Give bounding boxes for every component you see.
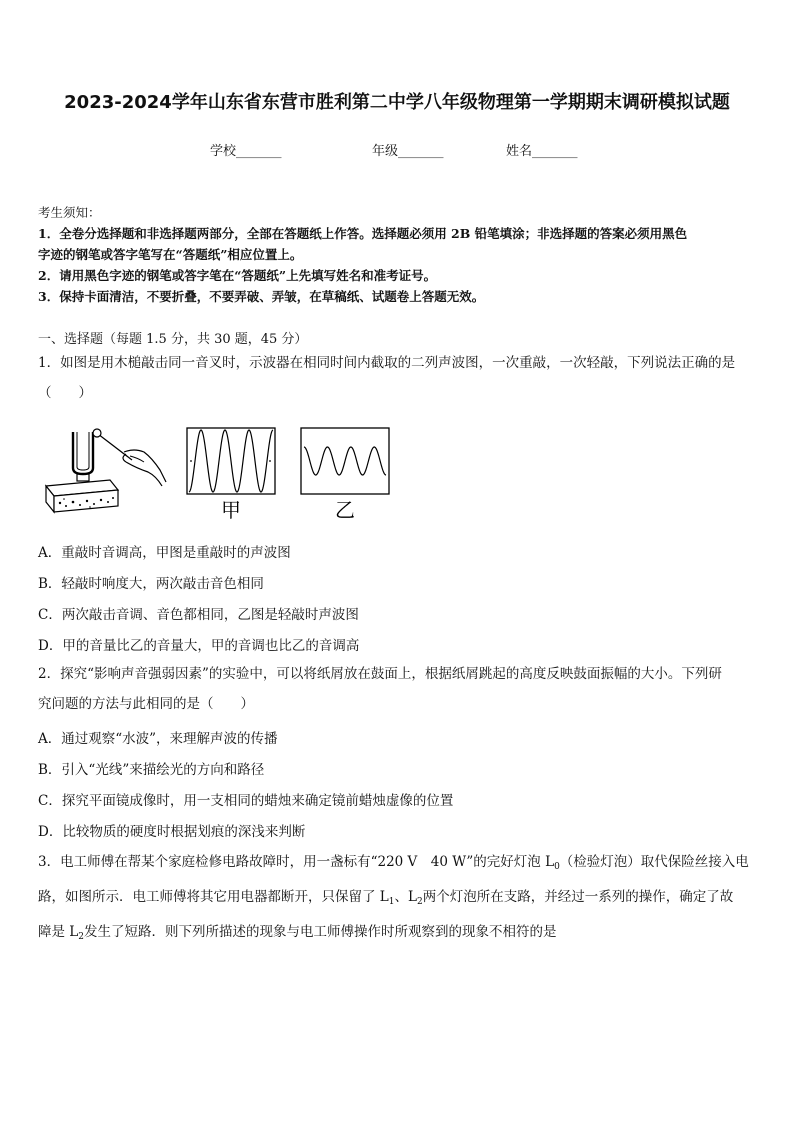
- question-1-stem: [38, 348, 760, 408]
- note-item-1a: 1．全卷分选择题和非选择题两部分，全部在答题纸上作答。选择题必须用 2B 铅笔填涂；非选择题的答案必须用黑色: [38, 226, 688, 241]
- q1-option-a: A．重敲时音调高，甲图是重敲时的声波图: [38, 545, 291, 561]
- q2-stem-line-2: 究问题的方法与此相同的是（ ）: [38, 696, 254, 712]
- q3-stem-line-2: [38, 882, 760, 917]
- q3-line1-subscript: 0: [554, 862, 560, 872]
- q1-stem-line-1: 1．如图是用木槌敲击同一音叉时，示波器在相同时间内截取的二列声波图，一次重敲，一次轻敲，下列说法正确的是: [38, 355, 736, 371]
- q3-line2-subscript-1: 1: [388, 897, 395, 907]
- notes-heading: 考生须知：: [38, 205, 101, 220]
- q3-line2-text-end: 两个灯泡所在支路，并经过一系列的操作，确定了故: [422, 889, 734, 905]
- q2-option-b: B．引入“光线”来描绘光的方向和路径: [38, 762, 265, 778]
- waveform-b: [301, 428, 389, 494]
- q3-line1-text-end: （检验灯泡）取代保险丝接入电: [559, 854, 749, 870]
- q3-stem-line-3: [38, 917, 760, 952]
- q1-option-c: C．两次敲击音调、音色都相同，乙图是轻敲时声波图: [38, 607, 359, 623]
- question-2-stem: [38, 659, 760, 719]
- q3-line1-text: 3．电工师傅在帮某个家庭检修电路故障时，用一盏标有“220 V 40 W”的完好灯泡 L: [38, 854, 555, 870]
- q2-stem-line-1: 2．探究“影响声音强弱因素”的实验中，可以将纸屑放在鼓面上，根据纸屑跳起的高度反映鼓面振幅的大小。下列研: [38, 666, 722, 682]
- name-field: 姓名_______: [506, 144, 578, 159]
- fig-label-a: 甲: [221, 498, 241, 522]
- q1-option-b: B．轻敲时响度大，两次敲击音色相同: [38, 576, 264, 592]
- q3-stem-line-1: [38, 847, 760, 882]
- tuning-fork-illustration: [46, 429, 166, 512]
- q2-option-c: C．探究平面镜成像时，用一支相同的蜡烛来确定镜前蜡烛虚像的位置: [38, 793, 454, 809]
- q3-line3-text: 障是 L: [38, 924, 79, 940]
- note-item-1b: 字迹的钢笔或答字笔写在“答题纸”相应位置上。: [38, 247, 303, 262]
- q3-line3-text-end: 发生了短路．则下列所描述的现象与电工师傅操作时所观察到的现象不相符的是: [84, 924, 557, 940]
- q2-option-a: A．通过观察“水波”，来理解声波的传播: [38, 731, 278, 747]
- waveform-a: [187, 428, 275, 494]
- q3-line3-subscript: 2: [78, 932, 84, 942]
- section-heading-choice: 一、选择题（每题 1.5 分，共 30 题，45 分）: [38, 332, 308, 347]
- question-3-stem: [38, 847, 760, 952]
- school-field: 学校_______: [210, 144, 282, 159]
- note-item-3: 3．保持卡面清洁，不要折叠，不要弄破、弄皱，在草稿纸、试题卷上答题无效。: [38, 289, 485, 304]
- q1-option-d: D．甲的音量比乙的音量大，甲的音调也比乙的音调高: [38, 638, 360, 654]
- q2-option-d: D．比较物质的硬度时根据划痕的深浅来判断: [38, 824, 306, 840]
- page-title: 2023-2024学年山东省东营市胜利第二中学八年级物理第一学期期末调研模拟试题: [64, 92, 730, 113]
- tuning-fork-waveform-figure: [40, 418, 400, 528]
- note-item-2: 2．请用黑色字迹的钢笔或答字笔在“答题纸”上先填写姓名和准考证号。: [38, 268, 437, 283]
- q3-line2-subscript-2: 2: [416, 897, 423, 907]
- grade-field: 年级_______: [372, 144, 444, 159]
- q3-line2-text: 路，如图所示．电工师傅将其它用电器都断开，只保留了 L: [38, 889, 389, 905]
- fig-label-b: 乙: [335, 498, 355, 522]
- exam-notes: [38, 202, 758, 307]
- q1-stem-line-2: （ ）: [38, 385, 92, 401]
- q3-line2-text-mid: 、L: [394, 889, 417, 905]
